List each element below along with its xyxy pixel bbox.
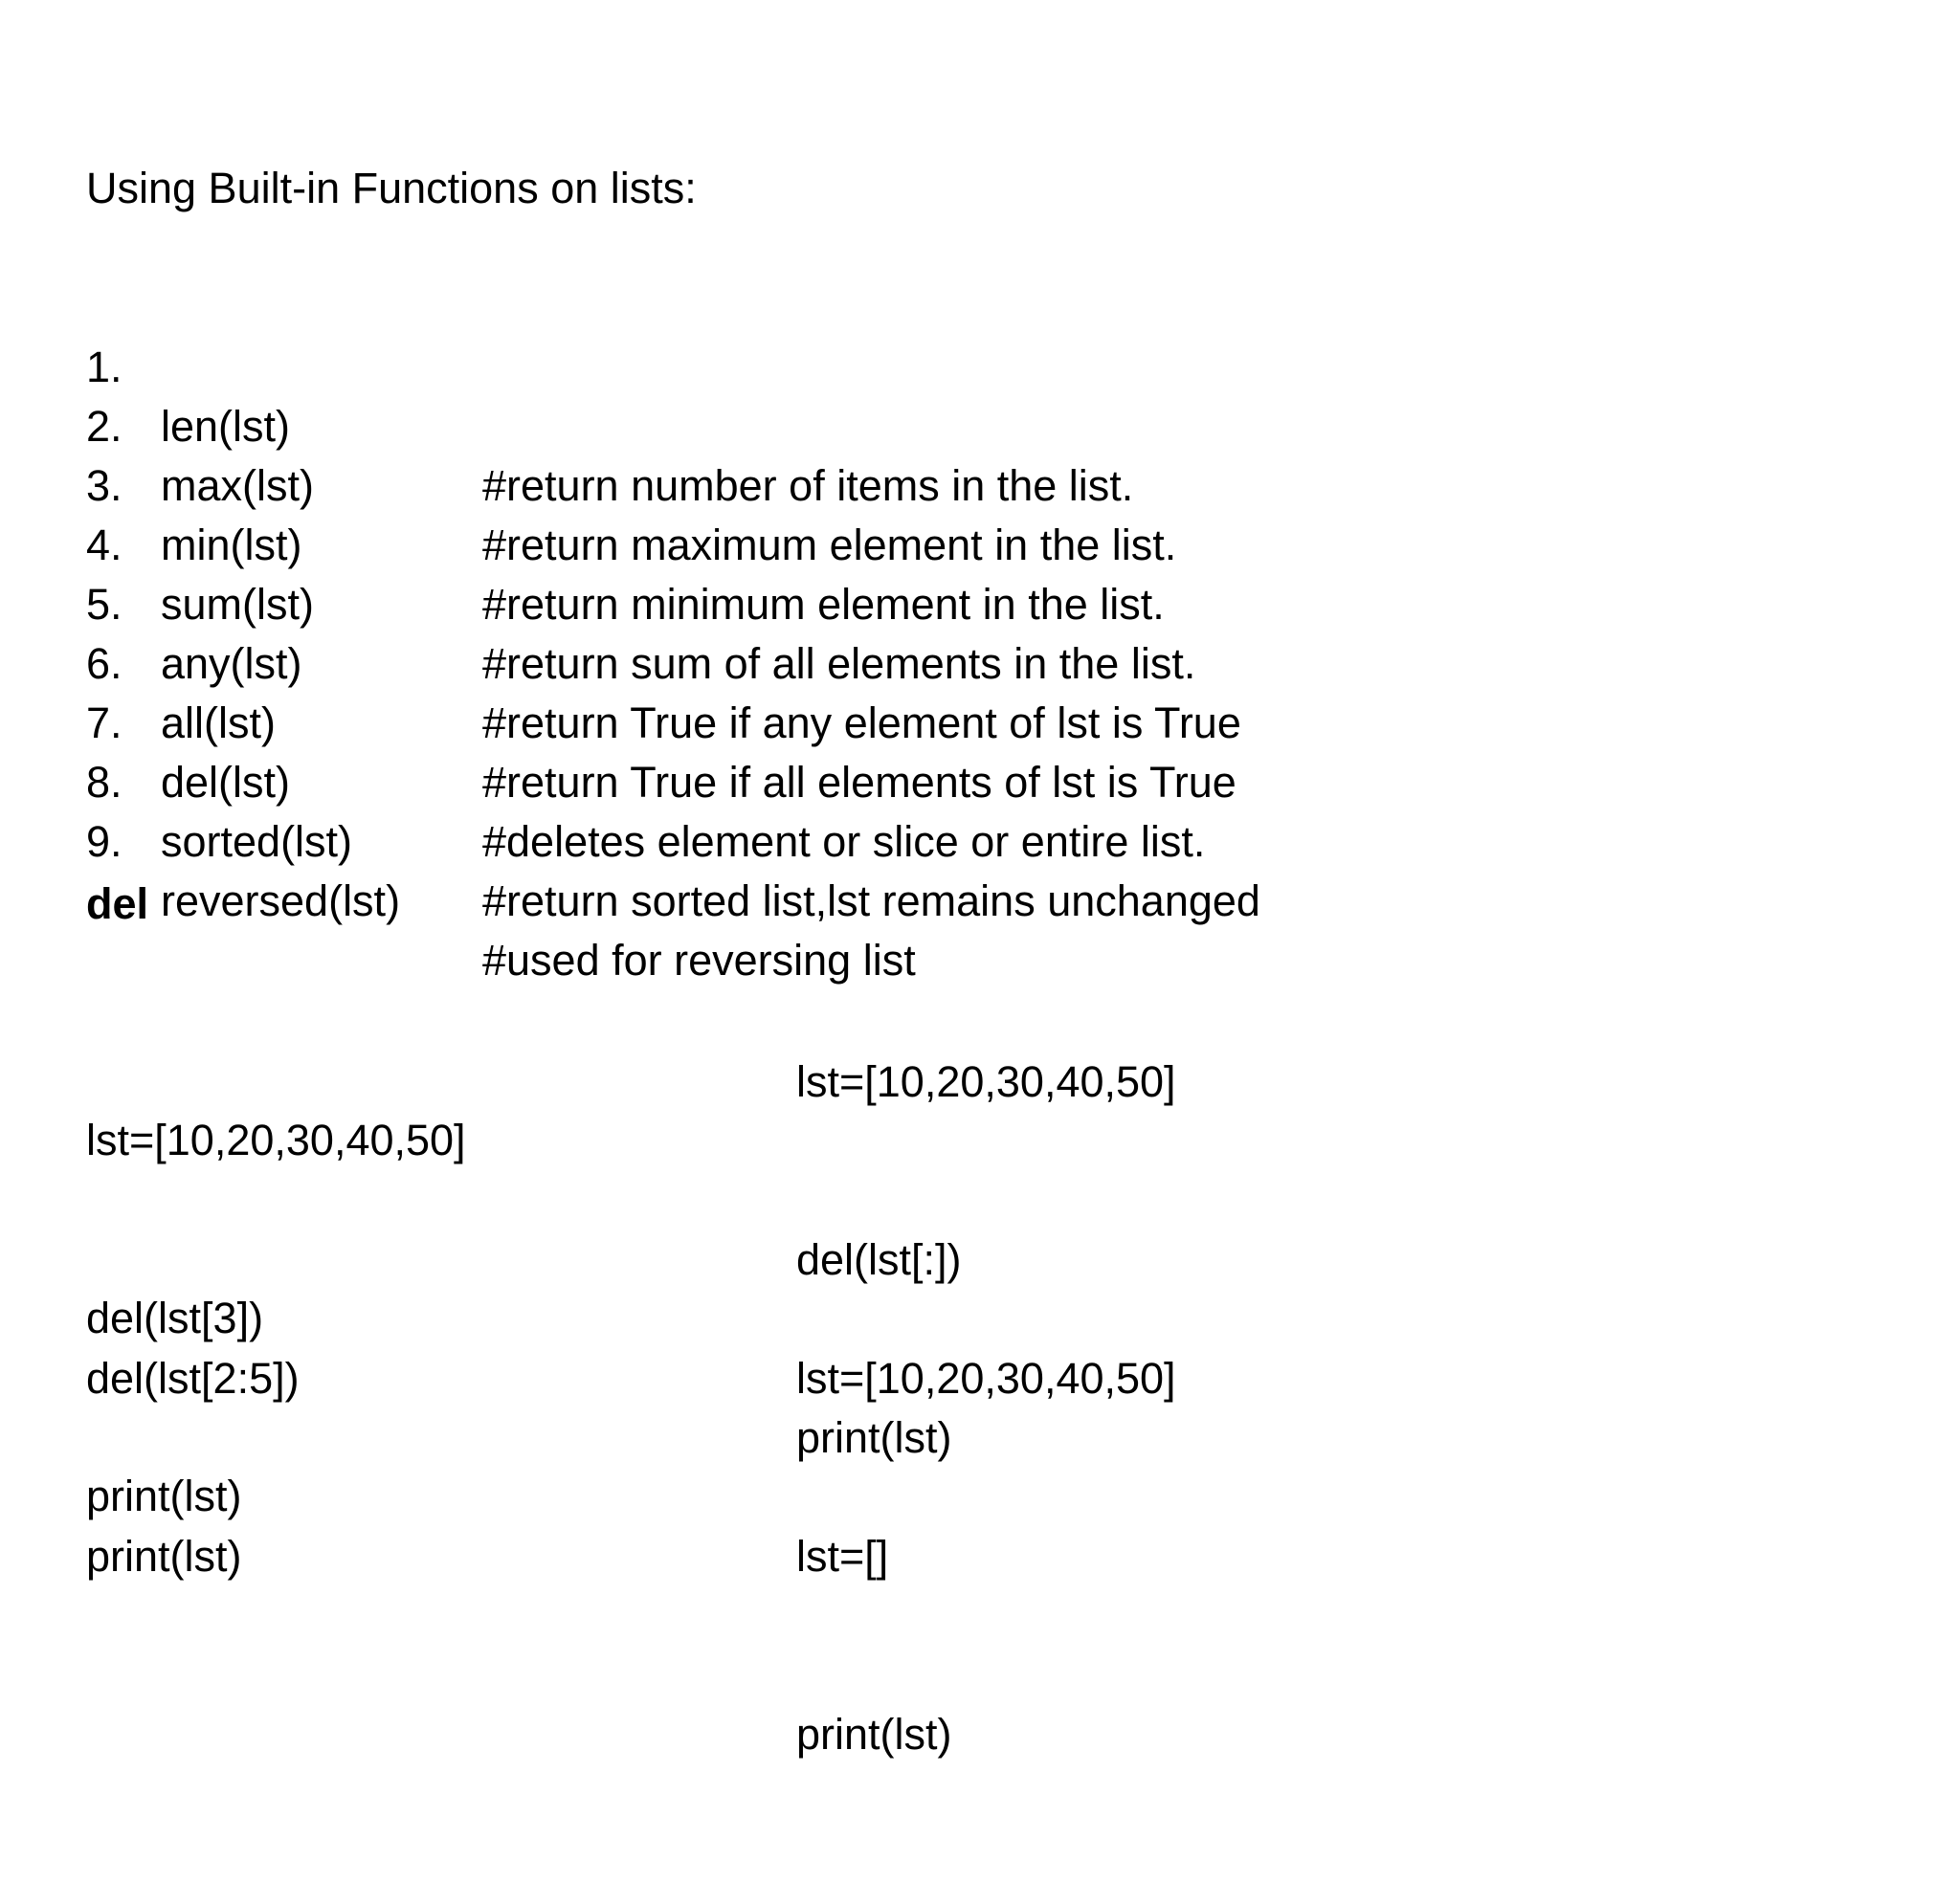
function-name: max(lst) <box>161 461 314 510</box>
function-name: del(lst) <box>161 758 291 807</box>
function-comment: #return True if any element of lst is True <box>482 698 1241 747</box>
function-name: len(lst) <box>161 402 291 451</box>
function-name: sum(lst) <box>161 580 314 629</box>
item-number: 6. <box>86 639 122 688</box>
item-number: 3. <box>86 461 122 510</box>
item-number: 8. <box>86 758 122 807</box>
code-line: lst=[10,20,30,40,50] <box>796 1354 1176 1403</box>
code-line: del(lst[:]) <box>796 1235 962 1284</box>
item-number: 9. <box>86 817 122 866</box>
function-name: min(lst) <box>161 521 302 569</box>
function-name: any(lst) <box>161 639 302 688</box>
functions-list <box>86 278 1260 985</box>
code-line: del(lst[3]) <box>86 1294 264 1342</box>
code-line: print(lst) <box>86 1472 242 1520</box>
code-line: print(lst) <box>796 1710 952 1759</box>
code-block-right-bottom <box>796 1230 1176 1883</box>
function-name: sorted(lst) <box>161 817 353 866</box>
function-comment: #used for reversing list <box>482 936 916 985</box>
function-comment: #deletes element or slice or entire list. <box>482 817 1206 866</box>
item-number: 4. <box>86 521 122 569</box>
function-comment: #return maximum element in the list. <box>482 521 1177 569</box>
item-number: 5. <box>86 580 122 629</box>
code-line: del(lst[2:5]) <box>86 1354 300 1403</box>
item-number: 1. <box>86 343 122 391</box>
code-line: lst=[10,20,30,40,50] <box>86 1116 466 1164</box>
slide-title: Using Built-in Functions on lists: <box>86 164 697 212</box>
code-line: lst=[10,20,30,40,50] <box>796 1057 1176 1106</box>
code-block-left-bottom <box>86 1230 300 1705</box>
code-line: lst=[] <box>796 1532 889 1581</box>
item-number: 7. <box>86 698 122 747</box>
function-comment: #return True if all elements of lst is True <box>482 758 1236 807</box>
item-number: 2. <box>86 402 122 451</box>
code-line: print(lst) <box>86 1532 242 1581</box>
code-line: print(lst) <box>796 1413 952 1462</box>
function-name: all(lst) <box>161 698 276 747</box>
function-name: reversed(lst) <box>161 876 401 925</box>
function-comment: #return sorted list,lst remains unchanged <box>482 876 1260 925</box>
section-heading: del <box>86 879 149 928</box>
function-comment: #return number of items in the list. <box>482 461 1134 510</box>
function-comment: #return sum of all elements in the list. <box>482 639 1196 688</box>
function-comment: #return minimum element in the list. <box>482 580 1165 629</box>
